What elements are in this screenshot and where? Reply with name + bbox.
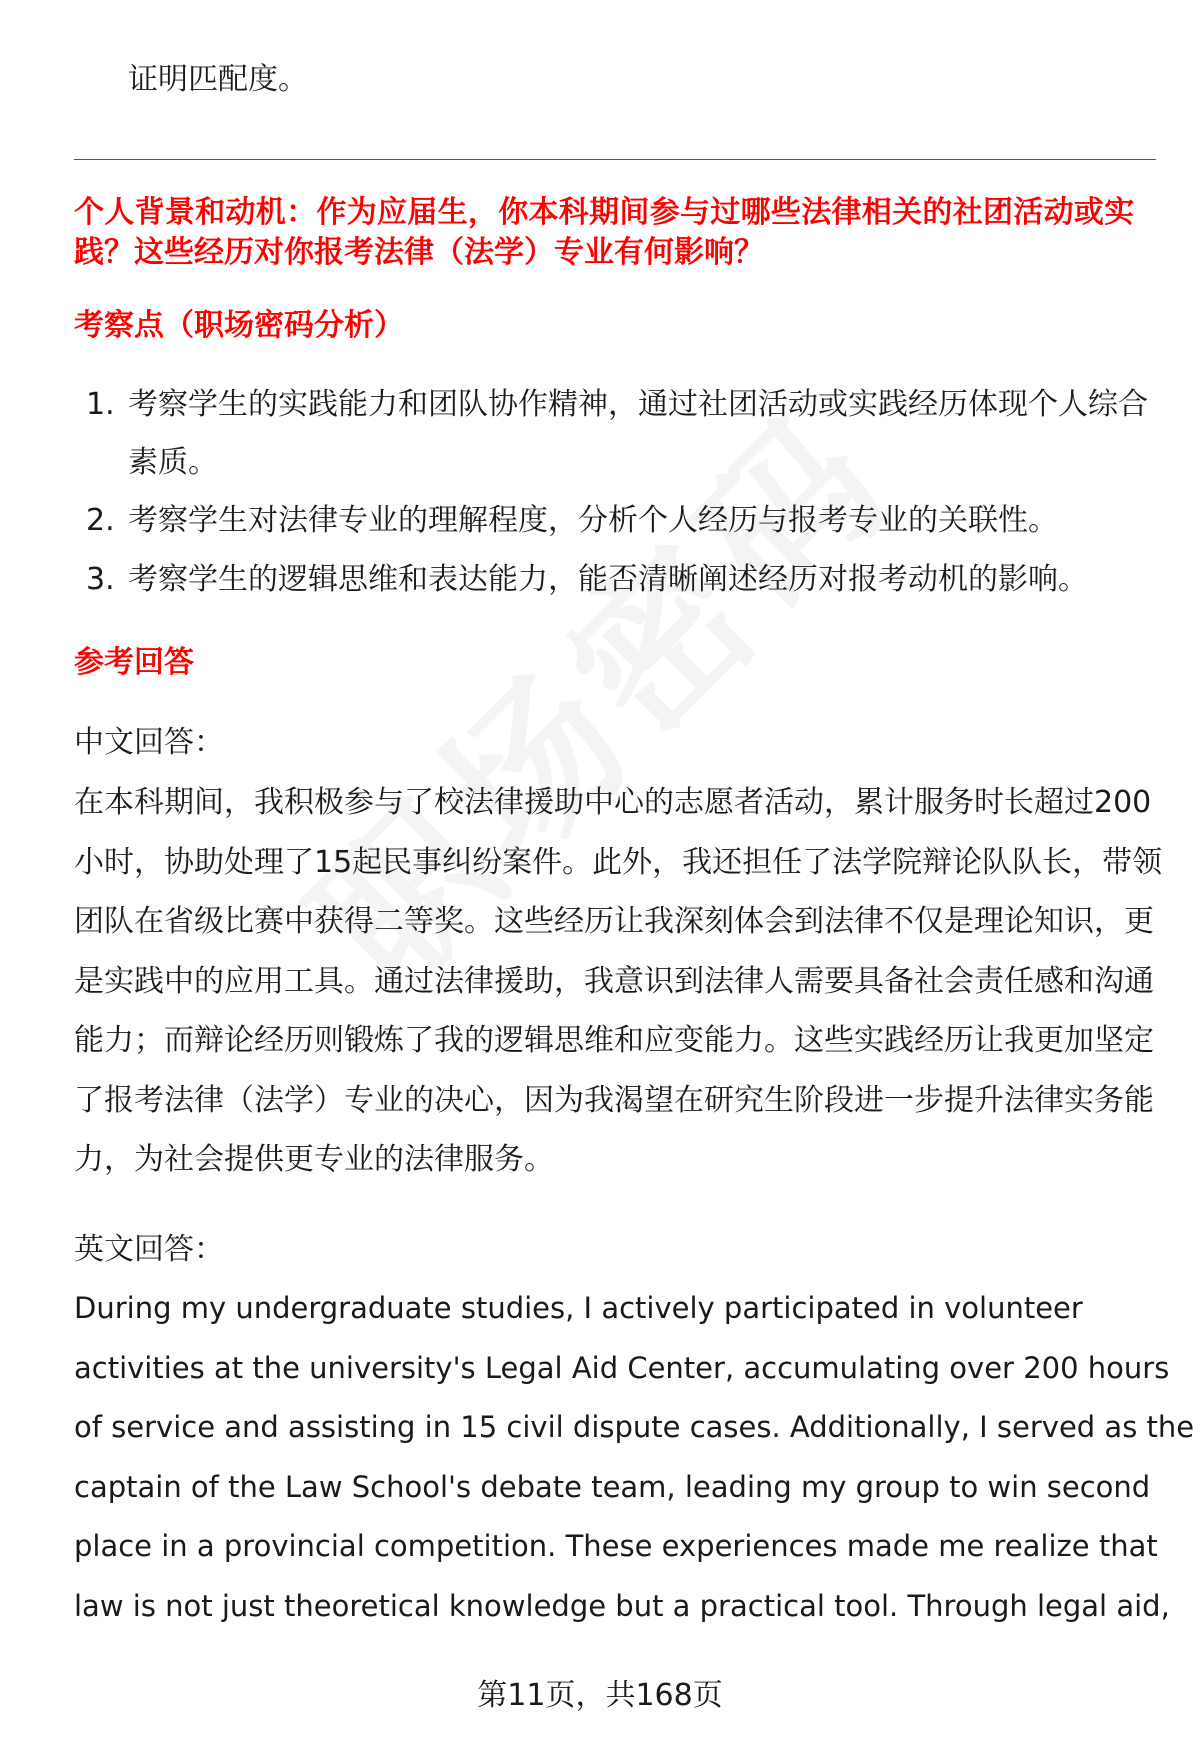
cn-answer-label: 中文回答： <box>74 725 224 760</box>
cn-answer-line-4: 是实践中的应用工具。通过法律援助，我意识到法律人需要具备社会责任感和沟通 <box>74 964 1154 999</box>
cn-answer-line-5: 能力；而辩论经历则锻炼了我的逻辑思维和应变能力。这些实践经历让我更加坚定 <box>74 1023 1154 1058</box>
answer-heading: 参考回答 <box>74 645 194 680</box>
question-line-1: 个人背景和动机：作为应届生，你本科期间参与过哪些法律相关的社团活动或实 <box>74 195 1135 230</box>
carryover-text: 证明匹配度。 <box>128 62 308 97</box>
section-divider <box>74 159 1156 160</box>
cn-answer-line-1: 在本科期间，我积极参与了校法律援助中心的志愿者活动，累计服务时长超过200 <box>74 785 1152 820</box>
points-heading: 考察点（职场密码分析） <box>74 308 404 343</box>
en-answer-line-1: During my undergraduate studies, I actively participated in volunteer <box>74 1291 1083 1325</box>
en-answer-line-2: activities at the university's Legal Aid Center, accumulating over 200 hours <box>74 1351 1170 1385</box>
list-number-3: 3. <box>86 562 115 597</box>
en-answer-line-3: of service and assisting in 15 civil dispute cases. Additionally, I served as the <box>74 1410 1195 1444</box>
cn-answer-line-3: 团队在省级比赛中获得二等奖。这些经历让我深刻体会到法律不仅是理论知识，更 <box>74 904 1154 939</box>
list-number-1: 1. <box>86 387 115 422</box>
cn-answer-line-6: 了报考法律（法学）专业的决心，因为我渴望在研究生阶段进一步提升法律实务能 <box>74 1083 1154 1118</box>
list-item-2-line-1: 考察学生对法律专业的理解程度，分析个人经历与报考专业的关联性。 <box>128 503 1058 538</box>
page-number-footer: 第11页，共168页 <box>477 1678 723 1713</box>
en-answer-label: 英文回答： <box>74 1232 224 1267</box>
list-item-1-line-1: 考察学生的实践能力和团队协作精神，通过社团活动或实践经历体现个人综合 <box>128 387 1148 422</box>
list-item-1-line-2: 素质。 <box>128 445 218 480</box>
list-number-2: 2. <box>86 503 115 538</box>
en-answer-line-5: place in a provincial competition. These experiences made me realize that <box>74 1529 1158 1563</box>
cn-answer-line-7: 力，为社会提供更专业的法律服务。 <box>74 1142 554 1177</box>
cn-answer-line-2: 小时，协助处理了15起民事纠纷案件。此外，我还担任了法学院辩论队队长，带领 <box>74 845 1163 880</box>
list-item-3-line-1: 考察学生的逻辑思维和表达能力，能否清晰阐述经历对报考动机的影响。 <box>128 562 1088 597</box>
en-answer-line-6: law is not just theoretical knowledge but a practical tool. Through legal aid, <box>74 1589 1170 1623</box>
question-line-2: 践？这些经历对你报考法律（法学）专业有何影响？ <box>74 235 764 270</box>
en-answer-line-4: captain of the Law School's debate team, leading my group to win second <box>74 1470 1151 1504</box>
